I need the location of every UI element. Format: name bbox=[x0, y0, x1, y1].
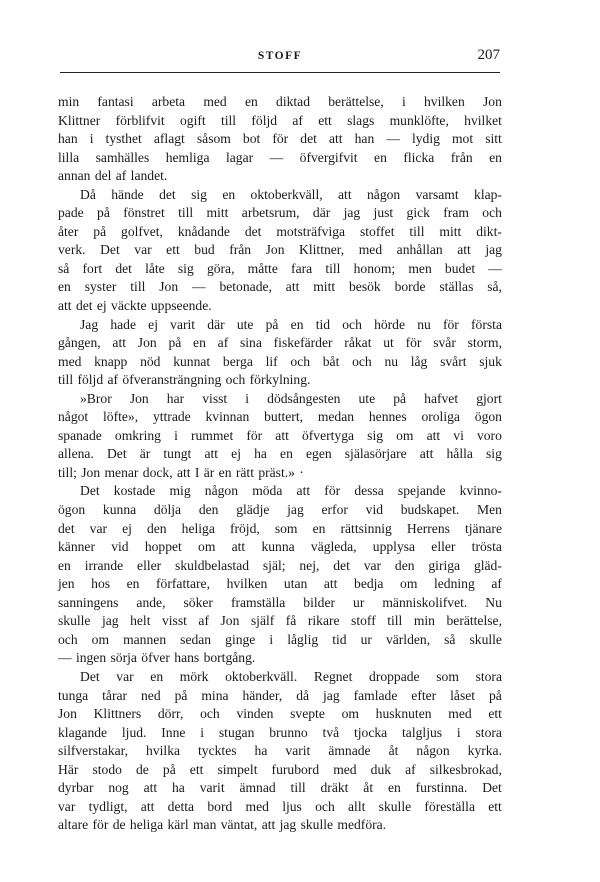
text-line: klagande ljud. Inne i stugan brunno två tjocka talgljus i stora bbox=[58, 724, 502, 740]
text-line: det var ej den heliga fröjd, som en rättsinnig Herrens tjänare bbox=[58, 520, 502, 536]
text-line: jen hos en författare, hvilken utan att bedja om ledning af bbox=[58, 576, 502, 592]
text-line: Det kostade mig någon möda att för dessa spejande kvinno- bbox=[80, 483, 502, 499]
text-line: att det ej väckte uppseende. bbox=[58, 298, 212, 314]
header-rule bbox=[60, 72, 500, 73]
page-number: 207 bbox=[477, 47, 500, 63]
text-line: Jag hade ej varit där ute på en tid och hörde nu för första bbox=[80, 316, 502, 332]
text-line: han i tysthet aflagt såsom bot för det att han — lydig mot sitt bbox=[58, 131, 502, 147]
text-line: altare för de heliga kärl man väntat, att jag skulle medföra. bbox=[58, 817, 387, 833]
text-line: dyrbar nog att ha varit ämnad till dräkt åt en furstinna. Det bbox=[58, 780, 502, 796]
text-line: så fort det låte sig göra, måtte fara till honom; men budet — bbox=[58, 260, 502, 276]
text-line: åter på golfvet, knådande det motsträfviga stoffet till mitt dikt- bbox=[58, 223, 502, 239]
text-line: gången, att Jon på en af sina fiskefärder råkat ut för svår storm, bbox=[58, 335, 502, 351]
text-line: en syster till Jon — betonade, att mitt besök borde ställas så, bbox=[58, 279, 502, 295]
text-line: något löfte», yttrade kvinnan buttert, medan hennes oroliga ögon bbox=[58, 409, 502, 425]
text-line: »Bror Jon har visst i dödsångesten ute på hafvet gjort bbox=[80, 390, 502, 406]
text-line: tunga tårar ned på mina händer, då jag famlade efter låset på bbox=[58, 687, 502, 703]
running-title: STOFF bbox=[257, 50, 303, 62]
text-line: skulle jag helt visst af Jon själf få rikare stoff till min berättelse, bbox=[58, 613, 502, 629]
text-line: annan del af landet. bbox=[58, 168, 168, 184]
text-line: pade på fönstret till mitt arbetsrum, där jag just gick fram och bbox=[58, 205, 502, 221]
text-line: var tydligt, att detta bord med ljus och allt skulle föreställa ett bbox=[58, 798, 502, 814]
text-line: min fantasi arbeta med en diktad berättelse, i hvilken Jon bbox=[58, 94, 502, 109]
body-text bbox=[58, 93, 502, 835]
text-line: silfverstakar, hvilka tycktes ha varit ämnade åt någon kyrka. bbox=[58, 743, 502, 759]
text-line: — ingen sörja öfver hans bortgång. bbox=[58, 650, 256, 666]
text-line: med knapp nöd kunnat berga lif och båt och nu låg svårt sjuk bbox=[58, 353, 502, 369]
text-line: känner vid hoppet om att kunna vägleda, upplysa eller trösta bbox=[58, 539, 502, 555]
text-line: sanningens ande, söker framställa bilder ur människolifvet. Nu bbox=[58, 594, 502, 610]
text-line: till; Jon menar dock, att I är en rätt präst.» · bbox=[58, 464, 304, 480]
text-line: Det var en mörk oktoberkväll. Regnet droppade som stora bbox=[80, 668, 502, 684]
text-line: lilla samhälles hemliga lagar — öfvergifvit en flicka från en bbox=[58, 149, 502, 165]
text-line: och om mannen sedan ginge i låglig tid ur världen, så skulle bbox=[58, 631, 502, 647]
text-line: Jon Klittners dörr, och vinden svepte om husknuten med ett bbox=[58, 706, 502, 722]
text-line: verk. Det var ett bud från Jon Klittner, med anhållan att jag bbox=[58, 242, 502, 258]
text-line: Då hände det sig en oktoberkväll, att någon varsamt klap- bbox=[80, 186, 502, 202]
text-line: allena. Det är tungt att ej ha en egen själasörjare att hålla sig bbox=[58, 446, 502, 462]
text-line: Klittner förblifvit ogift till följd af ett slags munklöfte, hvilket bbox=[58, 112, 502, 128]
text-line: till följd af öfveransträngning och förkylning. bbox=[58, 372, 311, 388]
text-line: Här stodo de på ett simpelt furubord med duk af silkesbrokad, bbox=[58, 761, 502, 777]
text-line: spanade omkring i rummet för att öfvertyga sig om att vi voro bbox=[58, 427, 502, 443]
page-header bbox=[60, 47, 500, 70]
text-line: ögon kunna dölja den glädje jag erfor vid budskapet. Men bbox=[58, 502, 502, 518]
text-line: en irrande eller skuldbelastad själ; nej, det var den giriga gläd- bbox=[58, 557, 502, 573]
